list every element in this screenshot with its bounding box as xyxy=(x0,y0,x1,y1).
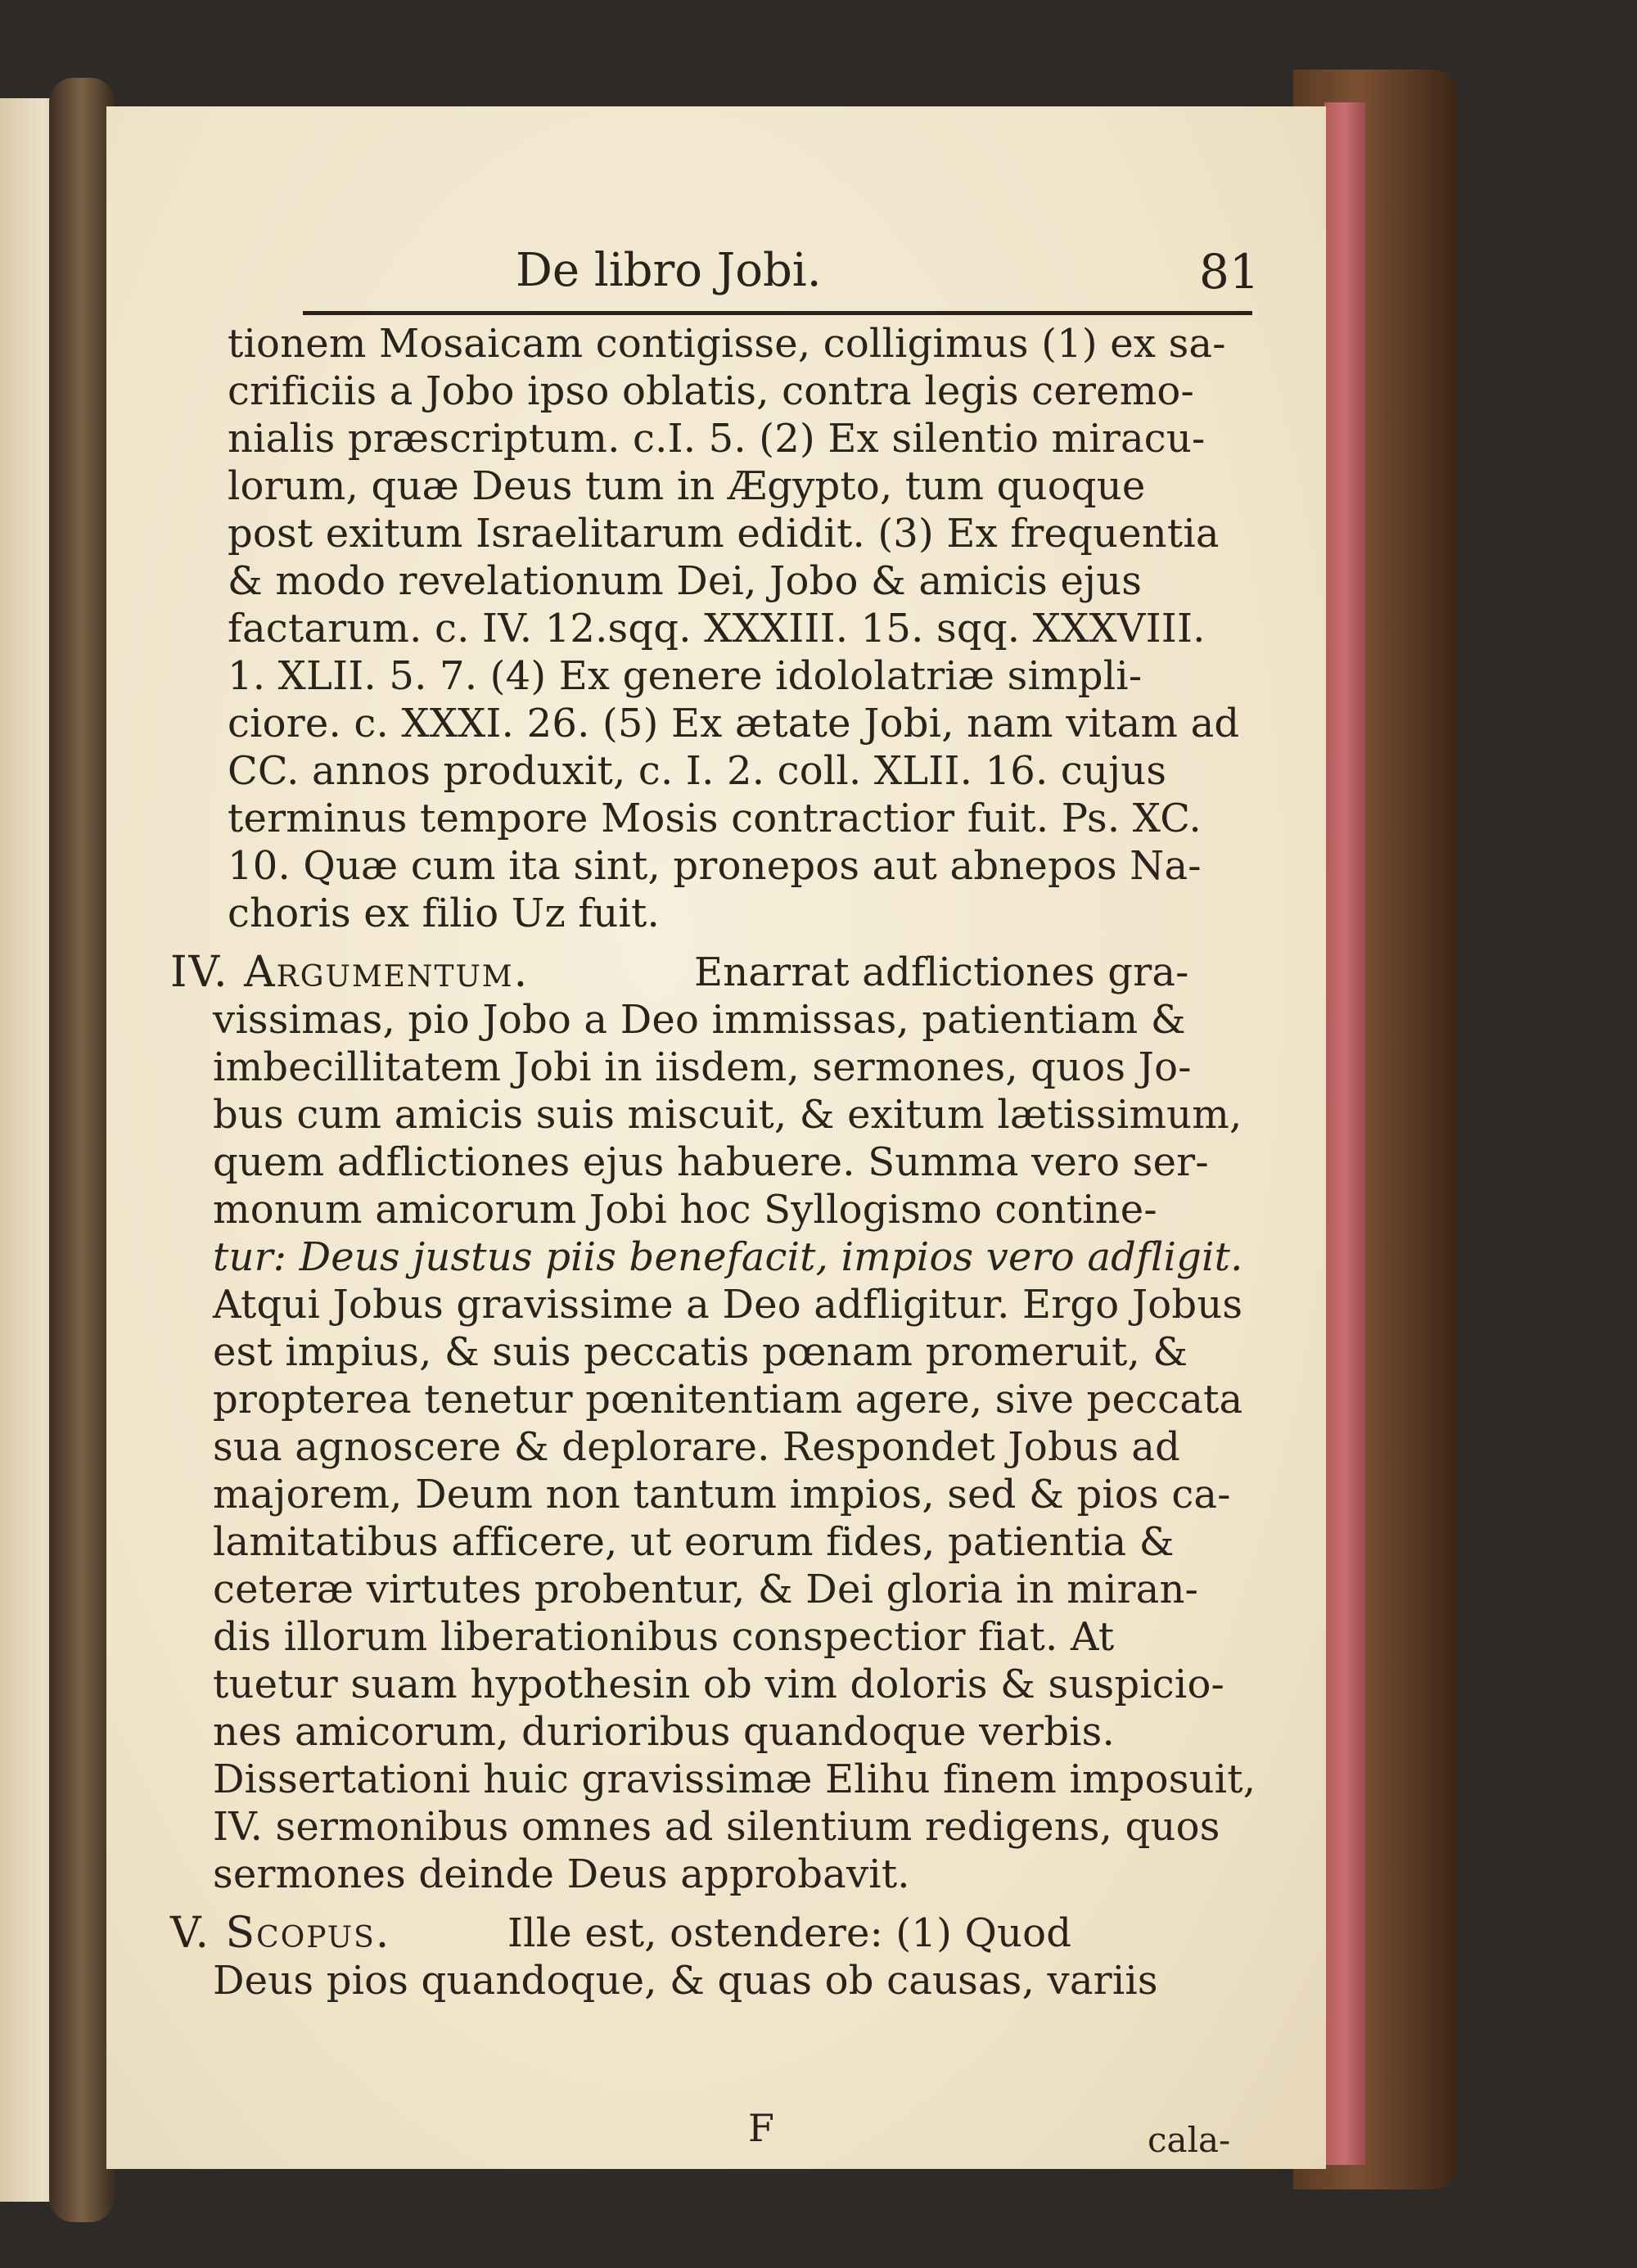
signature-mark: F xyxy=(748,2106,774,2150)
section-heading-scopus: V. Scopus. xyxy=(170,1909,391,1958)
body-line: lorum, quæ Deus tum in Ægypto, tum quoque xyxy=(228,463,1146,509)
section-heading-argumentum: IV. Argumentum. xyxy=(170,948,530,997)
body-line: & modo revelationum Dei, Jobo & amicis ejus xyxy=(228,558,1143,604)
body-line: nialis præscriptum. c.I. 5. (2) Ex silentio miracu- xyxy=(228,416,1206,462)
body-line: Atqui Jobus gravissime a Deo adfligitur. Ergo Jobus xyxy=(213,1282,1243,1328)
running-title: De libro Jobi. xyxy=(516,244,822,297)
body-line: 10. Quæ cum ita sint, pronepos aut abnepos Na- xyxy=(228,843,1202,889)
body-line: ciore. c. XXXI. 26. (5) Ex ætate Jobi, nam vitam ad xyxy=(228,701,1240,746)
body-line: post exitum Israelitarum edidit. (3) Ex frequentia xyxy=(228,511,1220,557)
body-line: crificiis a Jobo ipso oblatis, contra legis ceremo- xyxy=(228,368,1194,414)
body-line: tur: Deus justus piis benefacit, impios vero adfligit. xyxy=(213,1234,1243,1280)
body-line: Dissertationi huic gravissimæ Elihu finem imposuit, xyxy=(213,1756,1256,1802)
body-line: CC. annos produxit, c. I. 2. coll. XLII. 16. cujus xyxy=(228,748,1167,794)
body-line: propterea tenetur pœnitentiam agere, sive peccata xyxy=(213,1377,1243,1423)
body-line: dis illorum liberationibus conspectior fiat. At xyxy=(213,1614,1115,1660)
body-line: nes amicorum, durioribus quandoque verbis. xyxy=(213,1709,1115,1755)
body-line: tuetur suam hypothesin ob vim doloris & suspicio- xyxy=(213,1662,1224,1707)
body-line: monum amicorum Jobi hoc Syllogismo contine- xyxy=(213,1187,1157,1233)
body-line: ceteræ virtutes probentur, & Dei gloria in miran- xyxy=(213,1567,1199,1612)
body-line: IV. sermonibus omnes ad silentium redigens, quos xyxy=(213,1804,1220,1850)
body-line: 1. XLII. 5. 7. (4) Ex genere idololatriæ simpli- xyxy=(228,653,1143,699)
book-page xyxy=(106,106,1326,2169)
body-line: Ille est, ostendere: (1) Quod xyxy=(507,1910,1072,1956)
book-spine xyxy=(49,78,115,2222)
body-line: quem adflictiones ejus habuere. Summa vero ser- xyxy=(213,1139,1209,1185)
body-line: vissimas, pio Jobo a Deo immissas, patientiam & xyxy=(213,997,1186,1043)
body-line: tionem Mosaicam contigisse, colligimus (1) ex sa- xyxy=(228,321,1226,367)
page-number: 81 xyxy=(1199,244,1260,300)
body-line: est impius, & suis peccatis pœnam promeruit, & xyxy=(213,1329,1188,1375)
body-line: terminus tempore Mosis contractior fuit. Ps. XC. xyxy=(228,796,1202,841)
catchword: cala- xyxy=(1148,2120,1231,2160)
body-line: Enarrat adflictiones gra- xyxy=(694,949,1189,995)
body-line: factarum. c. IV. 12.sqq. XXXIII. 15. sqq. XXXVIII. xyxy=(228,606,1206,652)
header-rule xyxy=(303,311,1252,315)
body-line: sua agnoscere & deplorare. Respondet Jobus ad xyxy=(213,1424,1181,1470)
body-line: choris ex filio Uz fuit. xyxy=(228,891,660,936)
body-line: majorem, Deum non tantum impios, sed & pios ca- xyxy=(213,1472,1231,1517)
body-line: imbecillitatem Jobi in iisdem, sermones, quos Jo- xyxy=(213,1044,1192,1090)
body-line: Deus pios quandoque, & quas ob causas, variis xyxy=(213,1958,1158,2004)
red-page-edges xyxy=(1324,102,1365,2165)
body-line: lamitatibus afficere, ut eorum fides, patientia & xyxy=(213,1519,1175,1565)
body-line: bus cum amicis suis miscuit, & exitum lætissimum, xyxy=(213,1092,1242,1138)
body-line: sermones deinde Deus approbavit. xyxy=(213,1851,910,1897)
